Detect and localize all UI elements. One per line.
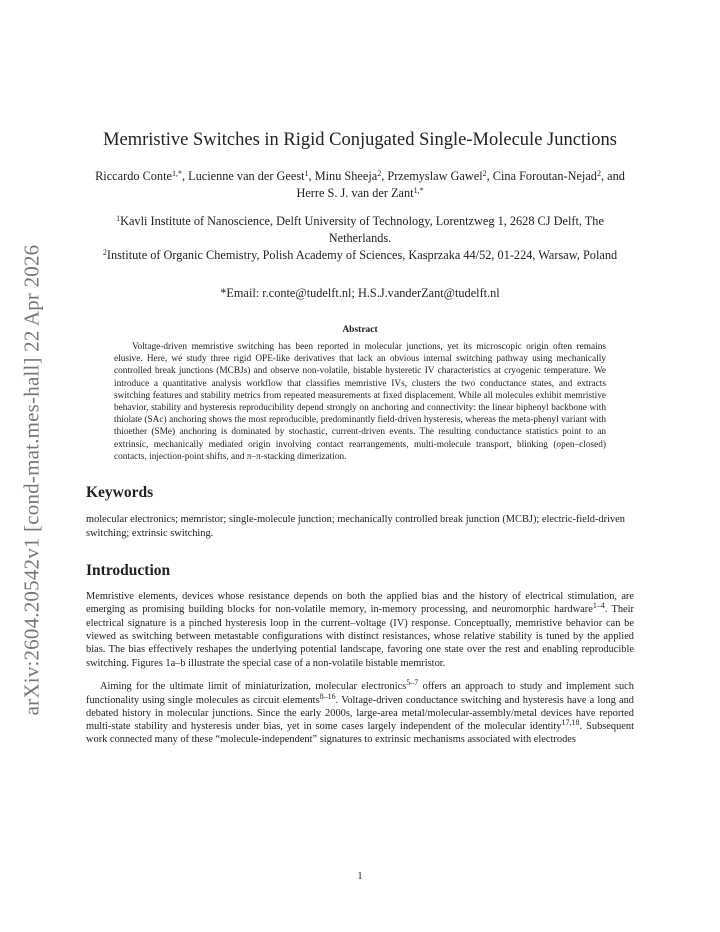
introduction-paragraph [86,680,634,746]
paragraph-text: offers an approach to study and implement such functionality using single molecules as circuit elements [86,681,634,706]
author-affiliation-mark: 2 [377,169,382,178]
corresponding-email: *Email: r.conte@tudelft.nl; H.S.J.vanderZant@tudelft.nl [220,286,500,300]
page-number: 1 [357,871,363,882]
author-affiliation-mark: 1,* [413,186,424,195]
paper-page [86,0,634,757]
paragraph-text: . Their electrical signature is a pinched hysteresis loop in the current–voltage (IV) response. Conceptually, memristive behavior can be viewed as switching between metastable configurations with distinct resistances, whose relative stability is tuned by the applied bias. The bias effectively reshapes the underlying potential landscape, favoring one state over the rest and enabling reproducible switching. Figures 1a–b illustrate the special case of a non-volatile bistable memristor. [86,604,634,669]
arxiv-identifier [10,200,54,760]
affiliation-list [86,213,634,264]
citation-mark: 1–4 [592,601,605,611]
author-affiliation-mark: 1,* [171,169,182,178]
author-affiliation-mark: 2 [482,169,487,178]
author-list: Riccardo Conte$^{1,*}$, Lucienne van der Geest$^1$, Minu Sheeja$^2$, Przemyslaw Gawel$^2$, Cina Foroutan-Nejad$^2$, and Herre S. J. van der Zant$^{1,*}$ [95,169,625,200]
abstract-text: Voltage-driven memristive switching has been reported in molecular junctions, yet its microscopic origin often remains elusive. Here, we study three rigid OPE-like derivatives that lack an obvious internal switching pathway using mechanically controlled break junctions (MCBJs) and observe non-volatile, bistable hysteretic IV characteristics at cryogenic temperature. We introduce a quantitative analysis workflow that classifies memristive IVs, clusters the two conductance states, and extracts switching features and stability metrics from repeated measurements at fixed displacement. While all molecules exhibit memristive behavior, stability and hysteresis reproducibility depend strongly on anchoring and connectivity: the linear biphenyl backbone with thiolate (SAc) anchoring shows the most reproducible, predominantly field-driven hysteresis, whereas the meta-phenyl variant with thioether (SMe) anchoring is dominated by stochastic, current-driven events. The resulting conductance statistics point to an extrinsic, mechanically mediated origin involving contact rearrangements, multi-molecule transport, blinking (open–closed) contacts, injection-point shifts, and π–π-stacking dimerization. [114,342,606,462]
paragraph-text: . Voltage-driven conductance switching and hysteresis have a long and debated history in molecular junctions. Since the early 2000s, large-area metal/molecular-assembly/metal devices have reported multi-state stability and hysteresis under bias, yet in some cases largely independent of the molecular identity [86,694,634,733]
citation-mark: 17,18 [561,718,580,728]
citation-mark: 8–16 [319,691,336,701]
affiliation-text: Institute of Organic Chemistry, Polish Academy of Sciences, Kasprzaka 44/52, 01-224, Warsaw, Poland [106,248,618,262]
affiliation-mark: 2 [102,248,107,257]
citation-mark: 5–7 [406,678,419,688]
paragraph-text: Memristive elements, devices whose resistance depends on both the applied bias and the history of electrical stimulation, are emerging as promising building blocks for non-volatile memory, in-memory processing, and neuromorphic hardware [86,591,634,616]
author-name: Herre S. J. van der Zant [296,186,414,200]
paragraph-text: Aiming for the ultimate limit of miniaturization, molecular electronics [100,681,407,693]
author-name: Lucienne van der Geest [188,169,305,183]
author-affiliation-mark: 2 [596,169,601,178]
keywords-text: molecular electronics; memristor; single-molecule junction; mechanically controlled break junction (MCBJ); electric-field-driven switching; extrinsic switching. [86,514,625,539]
author-name: Przemyslaw Gawel [387,169,483,183]
paper-title: Memristive Switches in Rigid Conjugated Single-Molecule Junctions [103,130,617,150]
paragraph-text: . Subsequent work connected many of these “molecule-independent” signatures to extrinsic mechanisms associated with electrodes [86,721,634,746]
introduction-heading: Introduction [86,562,171,580]
keywords-heading: Keywords [86,484,154,502]
arxiv-identifier-text: arXiv:2604.20542v1 [cond-mat.mes-hall] 22 Apr 2026 [19,244,44,716]
affiliation [86,213,634,247]
affiliation-text: Kavli Institute of Nanoscience, Delft University of Technology, Lorentzweg 1, 2628 CJ Delft, The Netherlands. [120,214,604,245]
abstract-heading: Abstract [342,325,378,335]
author-name: Riccardo Conte [95,169,172,183]
introduction-paragraph [86,590,634,670]
author-name: Minu Sheeja [314,169,378,183]
author-affiliation-mark: 1 [304,169,309,178]
author-name: Cina Foroutan-Nejad [492,169,597,183]
affiliation [86,247,634,264]
affiliation-mark: 1 [116,214,121,223]
